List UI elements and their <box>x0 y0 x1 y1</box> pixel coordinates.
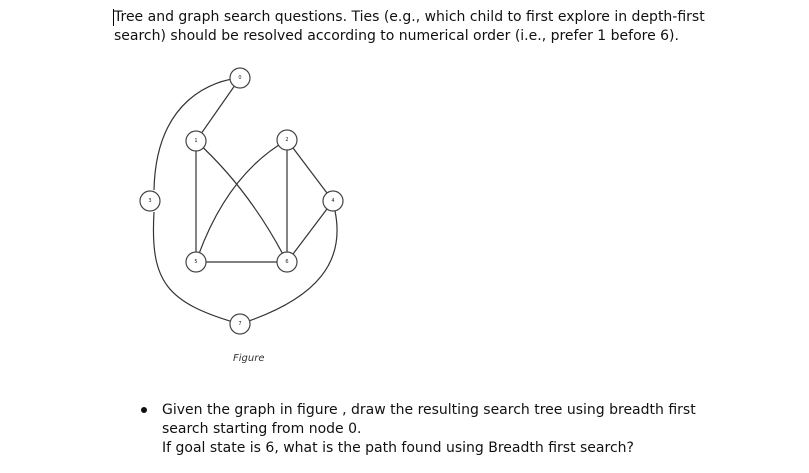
edge-1-6 <box>196 141 287 262</box>
node-label: 3 <box>148 198 152 204</box>
edge-0-1 <box>196 78 240 141</box>
graph-node-7 <box>230 314 250 334</box>
graph-node-0 <box>230 68 250 88</box>
edge-2-5 <box>196 140 287 262</box>
bullet-icon <box>141 407 147 413</box>
node-label: 0 <box>238 75 242 81</box>
node-label: 4 <box>331 198 335 204</box>
node-label: 6 <box>285 259 289 265</box>
node-label: 5 <box>194 259 198 265</box>
graph-node-2 <box>277 130 297 150</box>
graph-node-6 <box>277 252 297 272</box>
figure-caption: Figure <box>233 353 265 364</box>
node-label: 1 <box>194 138 198 144</box>
question-line-2: search starting from node 0. <box>162 421 362 437</box>
graph-nodes <box>140 68 343 334</box>
question-paragraph <box>162 401 762 458</box>
graph-edges <box>153 78 337 324</box>
graph-node-1 <box>186 131 206 151</box>
node-label: 7 <box>238 321 242 327</box>
question-line-3: If goal state is 6, what is the path found using Breadth first search? <box>162 440 634 456</box>
graph-node-5 <box>186 252 206 272</box>
intro-line-1: Tree and graph search questions. Ties (e.g., which child to first explore in depth-first <box>114 9 705 25</box>
graph-node-3 <box>140 191 160 211</box>
question-line-1: Given the graph in figure , draw the resulting search tree using breadth first <box>162 402 696 418</box>
node-label: 2 <box>285 137 289 143</box>
edge-2-4 <box>287 140 333 201</box>
intro-line-2: search) should be resolved according to numerical order (i.e., prefer 1 before 6). <box>114 28 679 44</box>
edge-4-6 <box>287 201 333 262</box>
graph-node-4 <box>323 191 343 211</box>
